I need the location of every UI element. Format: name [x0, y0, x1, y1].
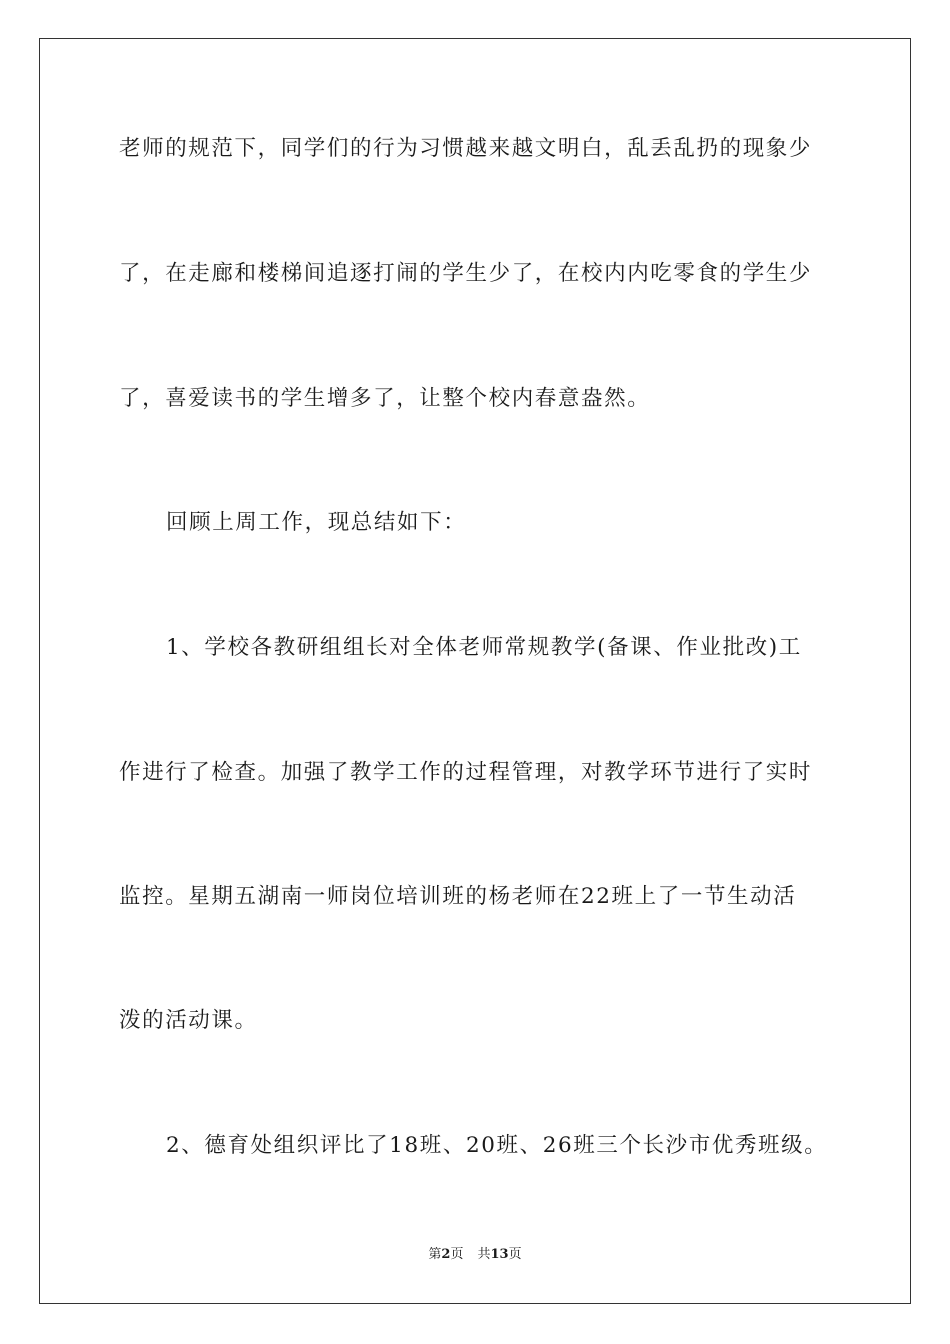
text-line-2: 了，在走廊和楼梯间追逐打闹的学生少了，在校内内吃零食的学生少: [119, 261, 813, 286]
text-line-1: 老师的规范下，同学们的行为习惯越来越文明白，乱丢乱扔的现象少: [119, 136, 813, 161]
total-prefix: 共: [477, 1247, 491, 1262]
total-suffix: 页: [508, 1247, 522, 1262]
text-line-3: 了，喜爱读书的学生增多了，让整个校内春意盎然。: [119, 386, 651, 411]
text-line-9: 2、德育处组织评比了18班、20班、26班三个长沙市优秀班级。: [166, 1133, 828, 1158]
text-line-7: 监控。星期五湖南一师岗位培训班的杨老师在22班上了一节生动活: [119, 884, 797, 909]
page-footer: [0, 1246, 950, 1264]
text-line-5: 1、学校各教研组组长对全体老师常规教学(备课、作业批改)工: [166, 635, 802, 660]
page-frame: [39, 38, 911, 1304]
text-line-6: 作进行了检查。加强了教学工作的过程管理，对教学环节进行了实时: [119, 760, 813, 785]
page-prefix: 第: [428, 1247, 442, 1262]
page-suffix: 页: [450, 1247, 464, 1262]
text-line-4: 回顾上周工作，现总结如下：: [166, 510, 467, 535]
text-line-8: 泼的活动课。: [119, 1008, 258, 1033]
page-total: 13: [490, 1247, 509, 1262]
page-current: 2: [441, 1247, 451, 1262]
